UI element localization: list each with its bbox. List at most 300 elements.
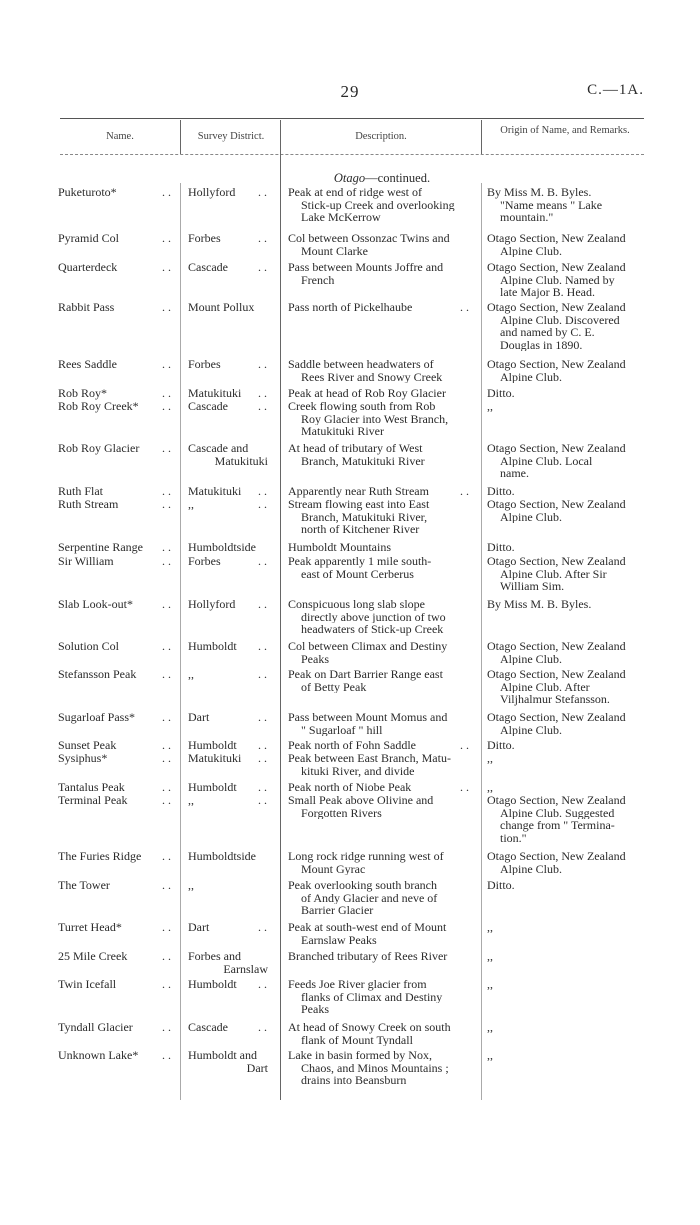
cell-name (58, 485, 174, 498)
leader-dots: . . (258, 780, 267, 794)
section-region: Otago (333, 171, 366, 185)
cell-name-line: Solution Col (58, 640, 120, 653)
leader-dots: . . (162, 977, 171, 991)
cell-origin-line: Alpine Club. (500, 862, 562, 876)
cell-description-line: Small Peak above Olivine and (288, 794, 434, 807)
cell-description (288, 752, 474, 777)
cell-description-line: Mount Clarke (301, 244, 368, 258)
cell-origin (487, 921, 644, 934)
cell-description-line: Humboldt Mountains (288, 541, 392, 554)
cell-origin-line: Otago Section, New Zealand (487, 232, 626, 245)
leader-dots: . . (258, 977, 267, 991)
cell-name-line: Sir William (58, 555, 114, 568)
cell-district-line: Humboldt (188, 739, 237, 752)
cell-description-line: flank of Mount Tyndall (301, 1033, 413, 1047)
cell-name (58, 1049, 174, 1062)
cell-description (288, 400, 474, 438)
cell-origin (487, 850, 644, 875)
cell-name (58, 358, 174, 371)
cell-district-line: Forbes (188, 358, 221, 371)
cell-name (58, 387, 174, 400)
page-code: C.—1A. (587, 82, 644, 98)
cell-description-line: Peaks (301, 1003, 329, 1016)
cell-origin-line: By Miss M. B. Byles. (487, 598, 592, 611)
cell-district-line: Matukituki (188, 752, 242, 765)
leader-dots: . . (258, 399, 267, 413)
cell-origin-line: Alpine Club. (500, 652, 562, 666)
cell-name-line: Unknown Lake* (58, 1049, 139, 1062)
cell-origin (487, 950, 644, 963)
table-row (0, 780, 700, 794)
table-row (0, 231, 700, 258)
cell-description-line: Stick-up Creek and overlooking (301, 198, 455, 212)
cell-district-line: ,, (188, 794, 194, 807)
cell-name-line: Tyndall Glacier (58, 1021, 133, 1034)
cell-description (288, 711, 474, 736)
cell-description-line: headwaters of Stick-up Creek (301, 623, 444, 636)
cell-origin (487, 739, 644, 752)
table-row (0, 399, 700, 438)
cell-origin (487, 1049, 644, 1062)
leader-dots: . . (162, 300, 171, 314)
cell-origin (487, 498, 644, 523)
cell-name-line: Rees Saddle (58, 358, 117, 371)
cell-origin-line: Alpine Club. After Sir (500, 567, 607, 581)
cell-district (188, 850, 274, 863)
cell-origin-line: and named by C. E. (500, 326, 595, 339)
leader-dots: . . (258, 484, 267, 498)
cell-description-line: drains into Beansburn (301, 1074, 407, 1087)
table-row (0, 597, 700, 636)
table-row (0, 260, 700, 299)
leader-dots: . . (162, 710, 171, 724)
leader-dots: . . (258, 185, 267, 199)
cell-description-line: Pass between Mounts Joffre and (288, 261, 444, 274)
cell-district-line: Humboldtside (188, 541, 256, 554)
leader-dots: . . (258, 497, 267, 511)
cell-district-line: Earnslaw (223, 962, 268, 976)
cell-description-line: Branch, Matukituki River, (301, 510, 428, 524)
cell-origin-line: Alpine Club. (500, 723, 562, 737)
cell-origin-line: ,, (487, 1049, 493, 1062)
cell-description (288, 598, 474, 636)
cell-description-line: of Betty Peak (301, 680, 367, 694)
leader-dots: . . (162, 849, 171, 863)
cell-district-line: Matukituki (214, 454, 268, 468)
cell-district-line: Cascade (188, 400, 228, 413)
cell-description (288, 794, 474, 819)
cell-description-line: of Andy Glacier and neve of (301, 891, 438, 905)
table-row (0, 497, 700, 536)
cell-name-line: Turret Head* (58, 921, 122, 934)
cell-district-line: Dart (188, 711, 210, 724)
cell-description-line: Col between Climax and Destiny (288, 640, 448, 653)
cell-name (58, 400, 174, 413)
cell-origin-line: Otago Section, New Zealand (487, 358, 626, 371)
leader-dots: . . (162, 793, 171, 807)
cell-name-line: Sugarloaf Pass* (58, 711, 135, 724)
cell-name-line: Sunset Peak (58, 739, 117, 752)
cell-origin-line: By Miss M. B. Byles. (487, 186, 592, 199)
leader-dots: . . (460, 484, 469, 498)
cell-name (58, 186, 174, 199)
cell-origin-line: Alpine Club. Discovered (500, 313, 620, 327)
cell-origin (487, 186, 644, 224)
leader-dots: . . (258, 667, 267, 681)
cell-district-line: Hollyford (188, 598, 236, 611)
cell-description-line: directly above junction of two (301, 610, 446, 624)
cell-description-line: " Sugarloaf " hill (301, 723, 383, 737)
cell-description-line: Stream flowing east into East (288, 498, 430, 511)
cell-name (58, 442, 174, 455)
cell-origin (487, 711, 644, 736)
page-number: 29 (340, 82, 360, 101)
cell-description-line: French (301, 273, 335, 287)
leader-dots: . . (258, 260, 267, 274)
cell-description (288, 850, 474, 875)
cell-description-line: Peak between East Branch, Matu- (288, 752, 451, 765)
cell-description (288, 186, 474, 224)
table-row (0, 849, 700, 876)
table-row (0, 185, 700, 224)
leader-dots: . . (258, 751, 267, 765)
cell-name-line: Stefansson Peak (58, 668, 137, 681)
cell-origin (487, 598, 644, 611)
cell-description (288, 358, 474, 383)
cell-name (58, 598, 174, 611)
cell-description-line: Saddle between headwaters of (288, 358, 434, 371)
cell-origin-line: Alpine Club. After (500, 680, 590, 694)
cell-origin-line: Otago Section, New Zealand (487, 850, 626, 863)
cell-district-line: ,, (188, 498, 194, 511)
cell-origin-line: tion." (500, 831, 527, 845)
cell-description (288, 781, 474, 794)
leader-dots: . . (460, 300, 469, 314)
leader-dots: . . (258, 357, 267, 371)
leader-dots: . . (162, 357, 171, 371)
cell-name-line: Slab Look-out* (58, 598, 133, 611)
cell-name-line: Tantalus Peak (58, 781, 125, 794)
cell-name (58, 739, 174, 752)
cell-district-line: Dart (246, 1061, 268, 1075)
cell-description-line: Feeds Joe River glacier from (288, 978, 427, 991)
cell-name (58, 950, 174, 963)
leader-dots: . . (162, 399, 171, 413)
cell-origin-line: Ditto. (487, 739, 515, 752)
cell-district (188, 1049, 274, 1074)
cell-description-line: Apparently near Ruth Stream (288, 485, 429, 498)
cell-description-line: north of Kitchener River (301, 523, 420, 536)
cell-origin-line: ,, (487, 950, 493, 963)
cell-description (288, 498, 474, 536)
cell-origin-line: Viljhalmur Stefansson. (500, 693, 610, 706)
cell-description-line: Pass between Mount Momus and (288, 711, 448, 724)
cell-name (58, 232, 174, 245)
cell-name-line: Pyramid Col (58, 232, 120, 245)
cell-district-line: Matukituki (188, 387, 242, 400)
cell-description-line: Peak north of Niobe Peak (288, 781, 412, 794)
cell-origin (487, 752, 644, 765)
cell-description-line: Rees River and Snowy Creek (301, 370, 443, 384)
leader-dots: . . (162, 639, 171, 653)
cell-origin (487, 640, 644, 665)
leader-dots: . . (258, 920, 267, 934)
table-row (0, 540, 700, 554)
cell-district-line: Humboldt and (188, 1049, 257, 1062)
cell-name-line: Rabbit Pass (58, 301, 115, 314)
cell-origin-line: Otago Section, New Zealand (487, 794, 626, 807)
cell-district-line: Mount Pollux (188, 301, 255, 314)
cell-description-line: Branched tributary of Rees River (288, 950, 448, 963)
cell-description-line: Lake in basin formed by Nox, (288, 1049, 432, 1062)
cell-name (58, 921, 174, 934)
cell-origin-line: Ditto. (487, 485, 515, 498)
leader-dots: . . (162, 597, 171, 611)
leader-dots: . . (258, 1020, 267, 1034)
cell-description-line: Conspicuous long slab slope (288, 598, 425, 611)
cell-name-line: Ruth Stream (58, 498, 119, 511)
cell-district-line: ,, (188, 879, 194, 892)
cell-district-line: Forbes and (188, 950, 241, 963)
cell-description (288, 950, 474, 963)
cell-origin-line: Ditto. (487, 387, 515, 400)
table-row (0, 1048, 700, 1087)
cell-origin-line: Otago Section, New Zealand (487, 442, 626, 455)
cell-origin (487, 442, 644, 480)
leader-dots: . . (162, 231, 171, 245)
leader-dots: . . (162, 540, 171, 554)
cell-name (58, 879, 174, 892)
cell-name (58, 640, 174, 653)
cell-name-line: Twin Icefall (58, 978, 117, 991)
cell-description-line: Long rock ridge running west of (288, 850, 444, 863)
cell-district-line: Cascade and (188, 442, 249, 455)
cell-origin-line: Otago Section, New Zealand (487, 668, 626, 681)
cell-origin-line: change from " Termina- (500, 819, 615, 832)
cell-description-line: Forgotten Rivers (301, 806, 382, 820)
cell-description-line: Peaks (301, 652, 329, 666)
cell-name-line: Terminal Peak (58, 794, 128, 807)
cell-origin (487, 387, 644, 400)
cell-description-line: Peak apparently 1 mile south- (288, 555, 432, 568)
cell-origin-line: Alpine Club. Suggested (500, 806, 615, 820)
cell-description-line: Barrier Glacier (301, 904, 374, 917)
cell-name-line: Rob Roy Creek* (58, 400, 139, 413)
leader-dots: . . (162, 949, 171, 963)
cell-origin-line: Alpine Club. (500, 370, 562, 384)
leader-dots: . . (162, 751, 171, 765)
cell-origin-line: "Name means " Lake (500, 198, 603, 212)
leader-dots: . . (258, 386, 267, 400)
cell-origin (487, 261, 644, 299)
cell-district-line: ,, (188, 668, 194, 681)
cell-origin (487, 1021, 644, 1034)
cell-description (288, 978, 474, 1016)
leader-dots: . . (162, 878, 171, 892)
cell-description (288, 921, 474, 946)
table-row (0, 793, 700, 845)
cell-name (58, 794, 174, 807)
leader-dots: . . (162, 1020, 171, 1034)
cell-name (58, 711, 174, 724)
cell-origin (487, 541, 644, 554)
cell-origin (487, 400, 644, 413)
cell-description-line: Mount Gyrac (301, 862, 366, 876)
leader-dots: . . (162, 920, 171, 934)
column-header-name: Name. (106, 131, 134, 142)
cell-name (58, 555, 174, 568)
cell-origin (487, 781, 644, 794)
table-row (0, 639, 700, 666)
cell-description (288, 1021, 474, 1046)
cell-name-line: Quarterdeck (58, 261, 118, 274)
leader-dots: . . (162, 386, 171, 400)
cell-district-line: Humboldt (188, 640, 237, 653)
cell-origin-line: Alpine Club. Local (500, 454, 593, 468)
cell-origin (487, 301, 644, 351)
table-row (0, 738, 700, 752)
cell-description (288, 555, 474, 580)
cell-origin-line: late Major B. Head. (500, 286, 595, 299)
leader-dots: . . (258, 710, 267, 724)
cell-description (288, 879, 474, 917)
cell-description (288, 387, 474, 400)
cell-name-line: Sysiphus* (58, 752, 108, 765)
cell-district (188, 301, 274, 314)
table-row (0, 977, 700, 1016)
cell-description (288, 739, 474, 752)
cell-name (58, 261, 174, 274)
cell-origin (487, 879, 644, 892)
cell-description-line: Peak north of Fohn Saddle (288, 739, 416, 752)
cell-origin-line: Ditto. (487, 541, 515, 554)
leader-dots: . . (162, 554, 171, 568)
cell-origin-line: ,, (487, 752, 493, 765)
table-row (0, 484, 700, 498)
cell-district-line: Humboldt (188, 781, 237, 794)
column-header-description: Description. (355, 131, 407, 142)
section-continued: —continued. (365, 171, 431, 185)
cell-name-line: Ruth Flat (58, 485, 104, 498)
cell-description-line: Peak on Dart Barrier Range east (288, 668, 443, 681)
cell-origin-line: ,, (487, 978, 493, 991)
cell-name (58, 752, 174, 765)
cell-origin (487, 668, 644, 706)
cell-name-line: 25 Mile Creek (58, 950, 128, 963)
leader-dots: . . (258, 639, 267, 653)
cell-description (288, 485, 474, 498)
cell-district (188, 442, 274, 467)
leader-dots: . . (460, 780, 469, 794)
cell-origin-line: Alpine Club. Named by (500, 273, 615, 287)
cell-description-line: Roy Glacier into West Branch, (301, 412, 449, 426)
leader-dots: . . (460, 738, 469, 752)
cell-name-line: Serpentine Range (58, 541, 143, 554)
cell-origin-line: Otago Section, New Zealand (487, 301, 626, 314)
cell-district-line: Cascade (188, 261, 228, 274)
cell-origin (487, 485, 644, 498)
cell-origin (487, 794, 644, 844)
cell-description-line: At head of Snowy Creek on south (288, 1021, 451, 1034)
leader-dots: . . (162, 780, 171, 794)
cell-description (288, 261, 474, 286)
cell-name (58, 301, 174, 314)
leader-dots: . . (258, 231, 267, 245)
leader-dots: . . (258, 597, 267, 611)
cell-name (58, 781, 174, 794)
cell-name-line: Rob Roy* (58, 387, 108, 400)
table-row (0, 441, 700, 480)
cell-name-line: The Tower (58, 879, 110, 892)
cell-description (288, 1049, 474, 1087)
cell-description-line: east of Mount Cerberus (301, 567, 414, 581)
table-row (0, 751, 700, 778)
cell-description-line: Col between Ossonzac Twins and (288, 232, 450, 245)
cell-district (188, 879, 274, 892)
cell-origin-line: Otago Section, New Zealand (487, 555, 626, 568)
column-header-district: Survey District. (197, 131, 265, 142)
cell-name (58, 668, 174, 681)
cell-district-line: Hollyford (188, 186, 236, 199)
cell-origin (487, 978, 644, 991)
cell-origin-line: ,, (487, 1021, 493, 1034)
cell-description (288, 442, 474, 467)
leader-dots: . . (162, 497, 171, 511)
cell-origin-line: Otago Section, New Zealand (487, 711, 626, 724)
cell-description-line: Peak at south-west end of Mount (288, 921, 447, 934)
cell-description (288, 301, 474, 314)
cell-origin-line: William Sim. (500, 580, 565, 593)
cell-description-line: Lake McKerrow (301, 211, 381, 224)
cell-description (288, 668, 474, 693)
cell-description-line: Earnslaw Peaks (301, 933, 377, 947)
table-row (0, 554, 700, 593)
table-row (0, 949, 700, 976)
leader-dots: . . (162, 484, 171, 498)
cell-district-line: Cascade (188, 1021, 228, 1034)
cell-origin-line: ,, (487, 781, 493, 794)
cell-description-line: Pass north of Pickelhaube (288, 301, 413, 314)
table-row (0, 300, 700, 352)
cell-origin-line: name. (500, 467, 529, 480)
cell-description-line: Peak at head of Rob Roy Glacier (288, 387, 446, 400)
leader-dots: . . (258, 554, 267, 568)
cell-district (188, 541, 274, 554)
cell-name (58, 498, 174, 511)
cell-origin-line: mountain." (500, 211, 554, 224)
table-row (0, 386, 700, 400)
cell-name-line: Rob Roy Glacier (58, 442, 140, 455)
cell-origin (487, 358, 644, 383)
table-row (0, 357, 700, 384)
cell-description-line: flanks of Climax and Destiny (301, 990, 443, 1004)
cell-description-line: Chaos, and Minos Mountains ; (301, 1061, 449, 1075)
cell-district-line: Forbes (188, 555, 221, 568)
cell-description-line: Peak overlooking south branch (288, 879, 437, 892)
cell-origin-line: Ditto. (487, 879, 515, 892)
cell-description-line: Branch, Matukituki River (301, 454, 425, 468)
cell-district-line: Matukituki (188, 485, 242, 498)
cell-origin-line: Alpine Club. (500, 244, 562, 258)
cell-description-line: Peak at end of ridge west of (288, 186, 422, 199)
leader-dots: . . (258, 793, 267, 807)
cell-name-line: The Furies Ridge (58, 850, 142, 863)
leader-dots: . . (162, 1048, 171, 1062)
table-row (0, 878, 700, 917)
cell-origin-line: Alpine Club. (500, 510, 562, 524)
leader-dots: . . (258, 738, 267, 752)
cell-origin-line: Otago Section, New Zealand (487, 640, 626, 653)
